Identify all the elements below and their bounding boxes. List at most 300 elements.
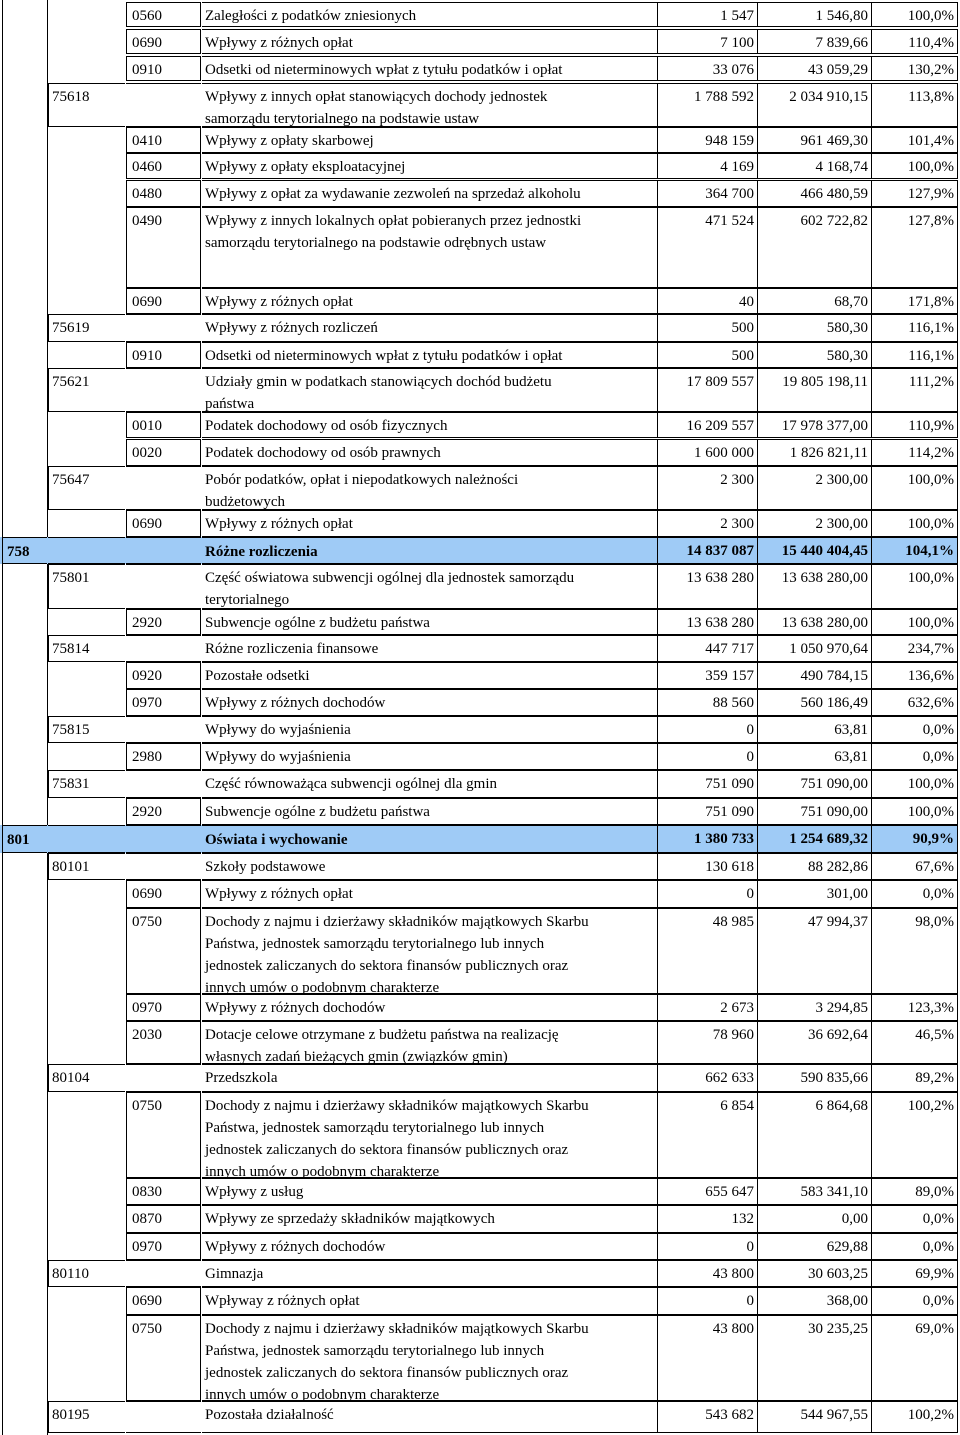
paragraph-code: 0910 (126, 56, 201, 81)
execution-percent: 116,1% (872, 314, 958, 342)
item-name-line: Wpływy z innych opłat stanowiących dochody jednostek (205, 89, 548, 105)
paragraph-code: 0560 (126, 2, 201, 27)
item-name (202, 1205, 658, 1233)
section-code-empty (2, 180, 47, 207)
planned-amount: 1 380 733 (658, 825, 758, 853)
chapter-code: 75831 (48, 770, 125, 798)
item-name-line: Pobór podatków, opłat i niepodatkowych należności (205, 472, 519, 488)
chapter-code-empty (48, 412, 125, 438)
paragraph-code-empty (126, 368, 201, 412)
chapter-code-empty (48, 127, 125, 153)
item-name-line: własnych zadań bieżących gmin (związków gmin) (205, 1049, 508, 1065)
table-row (0, 662, 958, 689)
chapter-code-empty (48, 207, 125, 288)
executed-amount: 17 978 377,00 (758, 412, 872, 438)
table-row (0, 439, 958, 466)
executed-amount: 580,30 (758, 314, 872, 342)
executed-amount: 1 826 821,11 (758, 439, 872, 466)
execution-percent: 110,9% (872, 412, 958, 438)
item-name-line: Część równoważąca subwencji ogólnej dla gmin (205, 776, 497, 792)
executed-amount: 1 254 689,32 (758, 825, 872, 853)
section-code-empty (2, 368, 47, 412)
table-row (0, 1178, 958, 1205)
item-name-line: Wpływy z opłat za wydawanie zezwoleń na sprzedaż alkoholu (205, 186, 581, 202)
planned-amount: 500 (658, 342, 758, 368)
item-name-line: samorządu terytorialnego na podstawie odrębnych ustaw (205, 235, 547, 251)
item-name-line: Pozostałe odsetki (205, 668, 310, 684)
chapter-row (0, 716, 958, 743)
paragraph-code-empty (126, 564, 201, 609)
executed-amount: 2 300,00 (758, 510, 872, 537)
executed-amount: 583 341,10 (758, 1178, 872, 1205)
execution-percent: 100,0% (872, 2, 958, 27)
chapter-row (0, 466, 958, 510)
executed-amount: 490 784,15 (758, 662, 872, 689)
executed-amount: 751 090,00 (758, 798, 872, 825)
item-name-line: Subwencje ogólne z budżetu państwa (205, 804, 430, 820)
executed-amount: 1 050 970,64 (758, 635, 872, 662)
chapter-row (0, 314, 958, 342)
item-name-line: Odsetki od nieterminowych wpłat z tytułu podatków i opłat (205, 348, 563, 364)
section-code-empty (2, 743, 47, 770)
planned-amount: 1 547 (658, 2, 758, 27)
paragraph-code: 0970 (126, 1233, 201, 1260)
item-name-line: innych umów o podobnym charakterze (205, 980, 440, 996)
section-code-empty (2, 1092, 47, 1178)
item-name (202, 1092, 658, 1178)
chapter-row (0, 1064, 958, 1092)
item-name (202, 908, 658, 994)
table-row (0, 689, 958, 716)
chapter-code-empty (48, 56, 125, 81)
table-row (0, 1287, 958, 1315)
planned-amount: 0 (658, 1287, 758, 1315)
chapter-row (0, 83, 958, 127)
section-code-empty (2, 288, 47, 314)
execution-percent: 100,0% (872, 798, 958, 825)
execution-percent: 114,2% (872, 439, 958, 466)
section-code-empty (2, 1178, 47, 1205)
item-name-line: Dochody z najmu i dzierżawy składników majątkowych Skarbu (205, 1321, 589, 1337)
execution-percent: 67,6% (872, 853, 958, 880)
chapter-code: 80104 (48, 1064, 125, 1092)
chapter-row (0, 368, 958, 412)
table-row (0, 609, 958, 635)
paragraph-code-empty (126, 537, 201, 564)
item-name-line: Wpływy z różnych dochodów (205, 1000, 386, 1016)
item-name (202, 825, 658, 853)
table-row (0, 1315, 958, 1401)
chapter-code-empty (48, 288, 125, 314)
section-row (0, 537, 958, 564)
planned-amount: 13 638 280 (658, 564, 758, 609)
item-name (202, 798, 658, 825)
item-name-line: Wpływy z różnych opłat (205, 294, 353, 310)
item-name (202, 412, 658, 438)
item-name (202, 314, 658, 342)
executed-amount: 4 168,74 (758, 153, 872, 179)
item-name (202, 368, 658, 412)
section-code: 801 (2, 825, 47, 853)
chapter-code-empty (48, 825, 125, 853)
planned-amount: 43 800 (658, 1260, 758, 1287)
planned-amount: 13 638 280 (658, 609, 758, 635)
item-name-line: Różne rozliczenia finansowe (205, 641, 379, 657)
planned-amount: 48 985 (658, 908, 758, 994)
planned-amount: 78 960 (658, 1021, 758, 1064)
paragraph-code: 0970 (126, 994, 201, 1021)
paragraph-code: 0920 (126, 662, 201, 689)
chapter-row (0, 1401, 958, 1433)
section-code-empty (2, 1205, 47, 1233)
item-name (202, 689, 658, 716)
section-code-empty (2, 29, 47, 54)
paragraph-code-empty (126, 825, 201, 853)
chapter-code: 75618 (48, 83, 125, 127)
executed-amount: 63,81 (758, 716, 872, 743)
chapter-code-empty (48, 1021, 125, 1064)
item-name (202, 180, 658, 207)
item-name (202, 1315, 658, 1401)
planned-amount: 359 157 (658, 662, 758, 689)
executed-amount: 30 235,25 (758, 1315, 872, 1401)
paragraph-code-empty (126, 635, 201, 662)
item-name (202, 207, 658, 288)
item-name-line: Odsetki od nieterminowych wpłat z tytułu podatków i opłat (205, 62, 563, 78)
execution-percent: 127,9% (872, 180, 958, 207)
executed-amount: 368,00 (758, 1287, 872, 1315)
chapter-row (0, 635, 958, 662)
item-name-line: Wpływy z różnych opłat (205, 886, 353, 902)
executed-amount: 0,00 (758, 1205, 872, 1233)
executed-amount: 13 638 280,00 (758, 564, 872, 609)
chapter-code-empty (48, 510, 125, 537)
item-name-line: innych umów o podobnym charakterze (205, 1164, 440, 1180)
chapter-code: 80110 (48, 1260, 125, 1287)
section-code-empty (2, 716, 47, 743)
item-name (202, 439, 658, 466)
planned-amount: 4 169 (658, 153, 758, 179)
paragraph-code: 0410 (126, 127, 201, 153)
item-name-line: Dotacje celowe otrzymane z budżetu państwa na realizację (205, 1027, 559, 1043)
item-name-line: Udziały gmin w podatkach stanowiących dochód budżetu (205, 374, 552, 390)
planned-amount: 14 837 087 (658, 537, 758, 564)
planned-amount: 33 076 (658, 56, 758, 81)
executed-amount: 19 805 198,11 (758, 368, 872, 412)
table-row (0, 994, 958, 1021)
planned-amount: 364 700 (658, 180, 758, 207)
chapter-code: 75647 (48, 466, 125, 510)
item-name-line: Pozostała działalność (205, 1407, 334, 1423)
section-row (0, 825, 958, 853)
paragraph-code: 0910 (126, 342, 201, 368)
executed-amount: 47 994,37 (758, 908, 872, 994)
executed-amount: 68,70 (758, 288, 872, 314)
item-name (202, 770, 658, 798)
executed-amount: 466 480,59 (758, 180, 872, 207)
item-name (202, 994, 658, 1021)
paragraph-code: 0690 (126, 510, 201, 537)
item-name (202, 466, 658, 510)
executed-amount: 580,30 (758, 342, 872, 368)
section-code-empty (2, 609, 47, 635)
section-code-empty (2, 510, 47, 537)
chapter-code-empty (48, 1092, 125, 1178)
planned-amount: 471 524 (658, 207, 758, 288)
section-code-empty (2, 798, 47, 825)
item-name (202, 2, 658, 27)
table-row (0, 798, 958, 825)
section-code-empty (2, 466, 47, 510)
item-name (202, 1401, 658, 1433)
paragraph-code-empty (126, 314, 201, 342)
item-name (202, 880, 658, 908)
execution-percent: 90,9% (872, 825, 958, 853)
chapter-code-empty (48, 29, 125, 54)
chapter-row (0, 1260, 958, 1287)
executed-amount: 30 603,25 (758, 1260, 872, 1287)
execution-percent: 171,8% (872, 288, 958, 314)
table-row (0, 207, 958, 288)
execution-percent: 632,6% (872, 689, 958, 716)
chapter-code: 75814 (48, 635, 125, 662)
item-name-line: Wpływy z różnych rozliczeń (205, 320, 378, 336)
section-code-empty (2, 635, 47, 662)
paragraph-code: 0870 (126, 1205, 201, 1233)
paragraph-code-empty (126, 466, 201, 510)
item-name-line: jednostek zaliczanych do sektora finansów publicznych oraz (205, 1365, 569, 1381)
executed-amount: 2 034 910,15 (758, 83, 872, 127)
planned-amount: 1 788 592 (658, 83, 758, 127)
paragraph-code: 0460 (126, 153, 201, 179)
execution-percent: 100,0% (872, 466, 958, 510)
chapter-row (0, 564, 958, 609)
chapter-code-empty (48, 1205, 125, 1233)
section-code-empty (2, 770, 47, 798)
table-row (0, 2, 958, 27)
item-name-line: Oświata i wychowanie (205, 832, 348, 848)
chapter-code-empty (48, 2, 125, 27)
paragraph-code: 0020 (126, 439, 201, 466)
execution-percent: 100,0% (872, 770, 958, 798)
item-name-line: Wpływy z różnych dochodów (205, 695, 386, 711)
execution-percent: 0,0% (872, 1233, 958, 1260)
chapter-code-empty (48, 662, 125, 689)
item-name (202, 716, 658, 743)
item-name (202, 153, 658, 179)
item-name-line: Subwencje ogólne z budżetu państwa (205, 615, 430, 631)
chapter-code-empty (48, 743, 125, 770)
execution-percent: 100,0% (872, 510, 958, 537)
paragraph-code: 2030 (126, 1021, 201, 1064)
planned-amount: 132 (658, 1205, 758, 1233)
executed-amount: 2 300,00 (758, 466, 872, 510)
planned-amount: 130 618 (658, 853, 758, 880)
item-name-line: samorządu terytorialnego na podstawie ustaw (205, 111, 480, 127)
item-name (202, 56, 658, 81)
execution-percent: 104,1% (872, 537, 958, 564)
execution-percent: 136,6% (872, 662, 958, 689)
section-code-empty (2, 83, 47, 127)
execution-percent: 0,0% (872, 1287, 958, 1315)
executed-amount: 3 294,85 (758, 994, 872, 1021)
section-code-empty (2, 908, 47, 994)
planned-amount: 0 (658, 743, 758, 770)
table-row (0, 127, 958, 153)
item-name (202, 29, 658, 54)
execution-percent: 123,3% (872, 994, 958, 1021)
item-name (202, 83, 658, 127)
section-code-empty (2, 2, 47, 27)
section-code-empty (2, 56, 47, 81)
chapter-code: 75815 (48, 716, 125, 743)
paragraph-code: 0690 (126, 288, 201, 314)
table-row (0, 743, 958, 770)
item-name-line: terytorialnego (205, 592, 290, 608)
section-code-empty (2, 207, 47, 288)
paragraph-code: 0690 (126, 29, 201, 54)
item-name-line: Szkoły podstawowe (205, 859, 326, 875)
paragraph-code-empty (126, 770, 201, 798)
execution-percent: 69,9% (872, 1260, 958, 1287)
chapter-code: 80195 (48, 1401, 125, 1433)
execution-percent: 100,0% (872, 609, 958, 635)
section-code-empty (2, 439, 47, 466)
executed-amount: 88 282,86 (758, 853, 872, 880)
executed-amount: 43 059,29 (758, 56, 872, 81)
chapter-code: 75801 (48, 564, 125, 609)
item-name-line: Wpływy z różnych dochodów (205, 1239, 386, 1255)
planned-amount: 0 (658, 716, 758, 743)
planned-amount: 2 300 (658, 466, 758, 510)
item-name-line: Wpływy ze sprzedaży składników majątkowych (205, 1211, 495, 1227)
table-row (0, 288, 958, 314)
item-name-line: Różne rozliczenia (205, 544, 318, 560)
table-row (0, 1021, 958, 1064)
section-code-empty (2, 564, 47, 609)
paragraph-code: 2920 (126, 798, 201, 825)
execution-percent: 234,7% (872, 635, 958, 662)
section-code-empty (2, 689, 47, 716)
chapter-code-empty (48, 880, 125, 908)
item-name-line: Wpływy do wyjaśnienia (205, 749, 351, 765)
item-name (202, 1233, 658, 1260)
item-name-line: Wpływy z usług (205, 1184, 304, 1200)
item-name-line: Podatek dochodowy od osób fizycznych (205, 418, 448, 434)
executed-amount: 15 440 404,45 (758, 537, 872, 564)
item-name-line: Dochody z najmu i dzierżawy składników majątkowych Skarbu (205, 1098, 589, 1114)
paragraph-code: 2980 (126, 743, 201, 770)
executed-amount: 629,88 (758, 1233, 872, 1260)
section-code-empty (2, 1233, 47, 1260)
planned-amount: 655 647 (658, 1178, 758, 1205)
section-code-empty (2, 314, 47, 342)
planned-amount: 88 560 (658, 689, 758, 716)
execution-percent: 110,4% (872, 29, 958, 54)
table-row (0, 908, 958, 994)
paragraph-code: 0010 (126, 412, 201, 438)
planned-amount: 447 717 (658, 635, 758, 662)
chapter-code: 80101 (48, 853, 125, 880)
section-code-empty (2, 412, 47, 438)
executed-amount: 1 546,80 (758, 2, 872, 27)
execution-percent: 0,0% (872, 743, 958, 770)
item-name-line: Wpływy z różnych opłat (205, 35, 353, 51)
paragraph-code: 0970 (126, 689, 201, 716)
executed-amount: 301,00 (758, 880, 872, 908)
item-name-line: budżetowych (205, 494, 285, 510)
item-name-line: Podatek dochodowy od osób prawnych (205, 445, 441, 461)
item-name-line: Wpływy z opłaty skarbowej (205, 133, 374, 149)
paragraph-code: 0750 (126, 1092, 201, 1178)
chapter-code-empty (48, 153, 125, 179)
paragraph-code-empty (126, 1260, 201, 1287)
executed-amount: 63,81 (758, 743, 872, 770)
execution-percent: 130,2% (872, 56, 958, 81)
planned-amount: 2 300 (658, 510, 758, 537)
table-row (0, 1092, 958, 1178)
item-name (202, 1021, 658, 1064)
chapter-code: 75619 (48, 314, 125, 342)
chapter-code-empty (48, 1178, 125, 1205)
table-row (0, 342, 958, 368)
executed-amount: 961 469,30 (758, 127, 872, 153)
execution-percent: 89,2% (872, 1064, 958, 1092)
chapter-code: 75621 (48, 368, 125, 412)
planned-amount: 43 800 (658, 1315, 758, 1401)
section-code-empty (2, 880, 47, 908)
planned-amount: 40 (658, 288, 758, 314)
item-name-line: innych umów o podobnym charakterze (205, 1387, 440, 1403)
executed-amount: 751 090,00 (758, 770, 872, 798)
paragraph-code: 2920 (126, 609, 201, 635)
item-name-line: Przedszkola (205, 1070, 278, 1086)
execution-percent: 89,0% (872, 1178, 958, 1205)
execution-percent: 0,0% (872, 716, 958, 743)
item-name (202, 342, 658, 368)
planned-amount: 751 090 (658, 798, 758, 825)
paragraph-code-empty (126, 716, 201, 743)
execution-percent: 100,0% (872, 564, 958, 609)
table-row (0, 180, 958, 207)
section-code-empty (2, 1401, 47, 1433)
executed-amount: 590 835,66 (758, 1064, 872, 1092)
table-row (0, 1233, 958, 1260)
planned-amount: 948 159 (658, 127, 758, 153)
section-code-empty (2, 853, 47, 880)
item-name (202, 1178, 658, 1205)
section-code: 758 (2, 537, 47, 564)
section-code-empty (2, 1315, 47, 1401)
chapter-code-empty (48, 439, 125, 466)
paragraph-code-empty (126, 1064, 201, 1092)
executed-amount: 7 839,66 (758, 29, 872, 54)
execution-percent: 111,2% (872, 368, 958, 412)
section-code-empty (2, 127, 47, 153)
execution-percent: 101,4% (872, 127, 958, 153)
planned-amount: 500 (658, 314, 758, 342)
chapter-code-empty (48, 609, 125, 635)
section-code-empty (2, 1287, 47, 1315)
item-name (202, 662, 658, 689)
item-name-line: jednostek zaliczanych do sektora finansów publicznych oraz (205, 958, 569, 974)
section-code-empty (2, 153, 47, 179)
paragraph-code: 0480 (126, 180, 201, 207)
table-row (0, 880, 958, 908)
execution-percent: 98,0% (872, 908, 958, 994)
chapter-code-empty (48, 180, 125, 207)
execution-percent: 113,8% (872, 83, 958, 127)
